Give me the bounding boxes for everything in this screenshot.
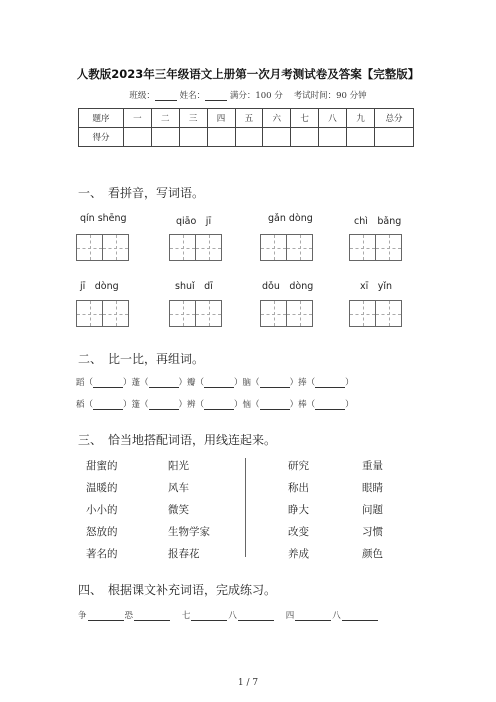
writing-cell[interactable] (349, 300, 376, 327)
match-word-left[interactable]: 甜蜜的 (86, 460, 118, 472)
score-header-cell: 三 (179, 109, 207, 128)
answer-blank[interactable] (88, 611, 124, 621)
idiom-char: 七 (181, 611, 191, 621)
score-header-cell: 题序 (79, 109, 124, 128)
answer-blank[interactable] (134, 611, 170, 621)
pinyin-label: gǎn dòng (268, 213, 313, 224)
writing-cell[interactable] (195, 234, 222, 261)
compare-char: ）蓬（ (123, 378, 149, 388)
match-word-left-target[interactable]: 风车 (168, 482, 189, 494)
writing-cell[interactable] (286, 234, 313, 261)
match-word-left[interactable]: 怒放的 (86, 526, 118, 538)
section-3-heading: 三、 恰当地搭配词语，用线连起来。 (78, 433, 277, 447)
score-cell[interactable] (319, 128, 347, 147)
answer-blank[interactable] (315, 400, 345, 410)
compare-row-2 (76, 398, 354, 410)
page-number: 1 / 7 (237, 678, 259, 688)
score-table (78, 108, 414, 147)
score-header-cell: 七 (291, 109, 319, 128)
answer-blank[interactable] (149, 378, 179, 388)
writing-box[interactable] (76, 300, 128, 327)
answer-blank[interactable] (238, 611, 274, 621)
pinyin-label: qín shēng (80, 213, 127, 224)
score-cell[interactable] (124, 128, 152, 147)
compare-char: ）棒（ (289, 400, 316, 410)
score-table-score-row (79, 128, 414, 147)
idiom-char: 八 (332, 611, 341, 621)
pinyin-label: shuǐ dī (175, 281, 213, 292)
idiom-char: 四 (285, 611, 295, 621)
compare-char: ） (345, 378, 354, 388)
writing-cell[interactable] (102, 300, 129, 327)
compare-char: ）篷（ (123, 400, 149, 410)
section-4-heading: 四、 根据课文补充词语，完成练习。 (78, 583, 277, 597)
score-header-cell: 总分 (375, 109, 414, 128)
match-word-right-target[interactable]: 眼睛 (362, 482, 383, 494)
compare-char: ）捧（ (289, 378, 316, 388)
match-word-right[interactable]: 研究 (288, 460, 309, 472)
class-blank[interactable] (155, 91, 177, 101)
document-title: 人教版2023年三年级语文上册第一次月考测试卷及答案【完整版】 (76, 67, 420, 81)
writing-cell[interactable] (102, 234, 129, 261)
writing-cell[interactable] (375, 300, 402, 327)
idiom-char: 恐 (124, 611, 134, 621)
writing-box[interactable] (349, 300, 401, 327)
answer-blank[interactable] (260, 378, 290, 388)
score-cell[interactable] (263, 128, 291, 147)
writing-cell[interactable] (76, 300, 103, 327)
compare-char: ）辨（ (178, 400, 205, 410)
pinyin-label: qiāo jī (176, 216, 212, 227)
score-header-cell: 九 (347, 109, 375, 128)
exam-info (0, 89, 496, 101)
answer-blank[interactable] (93, 400, 123, 410)
score-header-cell: 二 (151, 109, 179, 128)
writing-cell[interactable] (260, 234, 287, 261)
score-cell[interactable] (375, 128, 414, 147)
writing-box[interactable] (260, 234, 312, 261)
full-score: 满分：100 分 (229, 91, 283, 101)
idiom-fill-row (78, 609, 379, 621)
writing-cell[interactable] (286, 300, 313, 327)
answer-blank[interactable] (260, 400, 290, 410)
class-label: 班级： (129, 91, 155, 101)
writing-cell[interactable] (375, 234, 402, 261)
score-cell[interactable] (151, 128, 179, 147)
answer-blank[interactable] (204, 378, 234, 388)
compare-row-1 (76, 376, 354, 388)
match-word-left[interactable]: 著名的 (86, 548, 118, 560)
answer-blank[interactable] (191, 611, 227, 621)
score-cell[interactable] (207, 128, 235, 147)
score-header-cell: 五 (235, 109, 263, 128)
match-word-right[interactable]: 睁大 (288, 504, 309, 516)
match-word-right-target[interactable]: 问题 (362, 504, 383, 516)
score-cell[interactable] (347, 128, 375, 147)
match-word-right-target[interactable]: 重量 (362, 460, 383, 472)
match-word-right[interactable]: 称出 (288, 482, 309, 494)
match-word-right[interactable]: 改变 (288, 526, 309, 538)
score-header-cell: 八 (319, 109, 347, 128)
pinyin-label: chì bǎng (354, 216, 402, 227)
writing-box[interactable] (169, 234, 221, 261)
compare-char: 蹈（ (76, 378, 94, 388)
match-word-left-target[interactable]: 阳光 (168, 460, 189, 472)
match-word-left-target[interactable]: 微笑 (168, 504, 189, 516)
answer-blank[interactable] (342, 611, 378, 621)
compare-char: ）恼（ (234, 400, 260, 410)
section-1-heading: 一、 看拼音，写词语。 (78, 186, 205, 200)
writing-cell[interactable] (76, 234, 103, 261)
writing-cell[interactable] (349, 234, 376, 261)
answer-blank[interactable] (315, 378, 345, 388)
column-divider (245, 458, 246, 557)
exam-time: 考试时间：90 分钟 (293, 91, 367, 101)
writing-box[interactable] (169, 300, 221, 327)
answer-blank[interactable] (295, 611, 331, 621)
score-header-cell: 一 (124, 109, 152, 128)
score-header-cell: 四 (207, 109, 235, 128)
writing-box[interactable] (76, 234, 128, 261)
writing-box[interactable] (349, 234, 401, 261)
match-word-left-target[interactable]: 生物学家 (168, 526, 210, 538)
idiom-char: 八 (228, 611, 237, 621)
match-word-left[interactable]: 温暖的 (86, 482, 118, 494)
match-word-right-target[interactable]: 颜色 (362, 548, 383, 560)
writing-cell[interactable] (169, 234, 196, 261)
writing-box[interactable] (260, 300, 312, 327)
score-row-label: 得分 (79, 128, 124, 147)
compare-char: ） (345, 400, 354, 410)
score-cell[interactable] (291, 128, 319, 147)
compare-char: 稻（ (76, 400, 94, 410)
pinyin-label: jī dòng (80, 281, 119, 292)
writing-cell[interactable] (260, 300, 287, 327)
match-word-left-target[interactable]: 报春花 (168, 548, 200, 560)
answer-blank[interactable] (204, 400, 234, 410)
match-word-right[interactable]: 养成 (288, 548, 309, 560)
writing-cell[interactable] (195, 300, 222, 327)
idiom-char: 争 (78, 611, 87, 621)
section-2-heading: 二、 比一比，再组词。 (78, 352, 205, 366)
score-cell[interactable] (179, 128, 207, 147)
score-table-header-row (79, 109, 414, 128)
name-label: 姓名： (179, 91, 206, 101)
name-blank[interactable] (205, 91, 227, 101)
compare-char: ）瓣（ (178, 378, 205, 388)
match-word-left[interactable]: 小小的 (86, 504, 118, 516)
score-cell[interactable] (235, 128, 263, 147)
answer-blank[interactable] (149, 400, 179, 410)
compare-char: ）脑（ (234, 378, 260, 388)
pinyin-label: dǒu dòng (262, 281, 314, 292)
answer-blank[interactable] (93, 378, 123, 388)
writing-cell[interactable] (169, 300, 196, 327)
match-word-right-target[interactable]: 习惯 (362, 526, 383, 538)
pinyin-label: xī yǐn (360, 281, 393, 292)
score-header-cell: 六 (263, 109, 291, 128)
